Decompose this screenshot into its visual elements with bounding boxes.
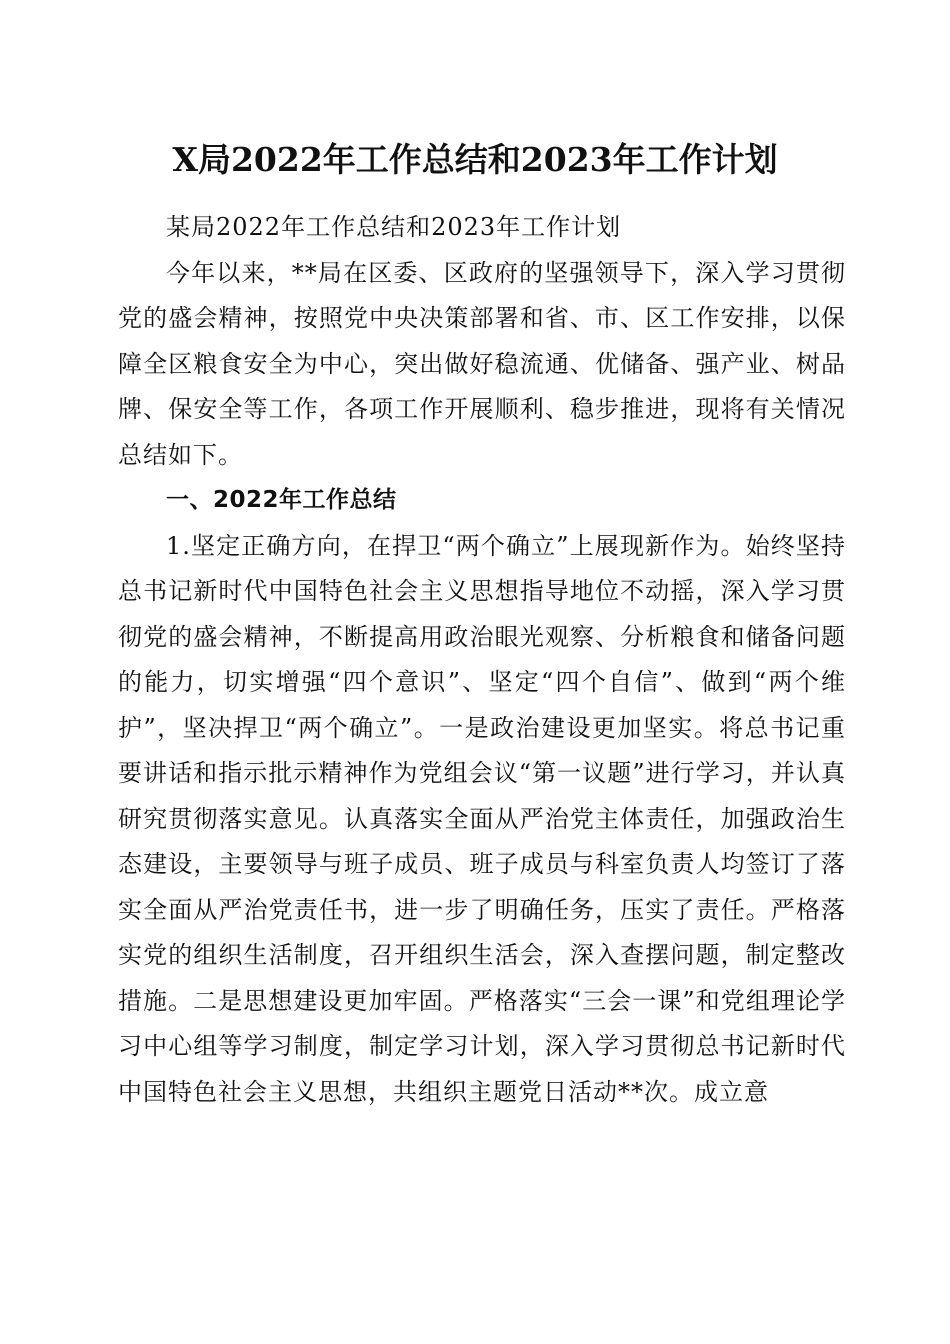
section1-paragraph-1: 1.坚定正确方向，在捍卫“两个确立”上展现新作为。始终坚持总书记新时代中国特色社会主义思想指导地位不动摇，深入学习贯彻党的盛会精神，不断提高用政治眼光观察、分析粮食和储备问题的能力，切实增强“四个意识”、坚定“四个自信”、做到“两个维护”，坚决捍卫“两个确立”。一是政治建设更加坚实。将总书记重要讲话和指示批示精神作为党组会议“第一议题”进行学习，并认真研究贯彻落实意见。认真落实全面从严治党主体责任，加强政治生态建设，主要领导与班子成员、班子成员与科室负责人均签订了落实全面从严治党责任书，进一步了明确任务，压实了责任。严格落实党的组织生活制度，召开组织生活会，深入查摆问题，制定整改措施。二是思想建设更加牢固。严格落实“三会一课”和党组理论学习中心组等学习制度，制定学习计划，深入学习贯彻总书记新时代中国特色社会主义思想，共组织主题党日活动**次。成立意 <box>118 531 846 1106</box>
subtitle-paragraph: 某局2022年工作总结和2023年工作计划 <box>166 213 622 241</box>
document-title: X局2022年工作总结和2023年工作计划 <box>172 140 778 179</box>
document-body <box>118 205 846 1115</box>
section-heading-1: 一、2022年工作总结 <box>166 487 397 513</box>
intro-paragraph: 今年以来，**局在区委、区政府的坚强领导下，深入学习贯彻党的盛会精神，按照党中央决策部署和省、市、区工作安排，以保障全区粮食安全为中心，突出做好稳流通、优储备、强产业、树品牌、保安全等工作，各项工作开展顺利、稳步推进，现将有关情况总结如下。 <box>118 258 846 469</box>
